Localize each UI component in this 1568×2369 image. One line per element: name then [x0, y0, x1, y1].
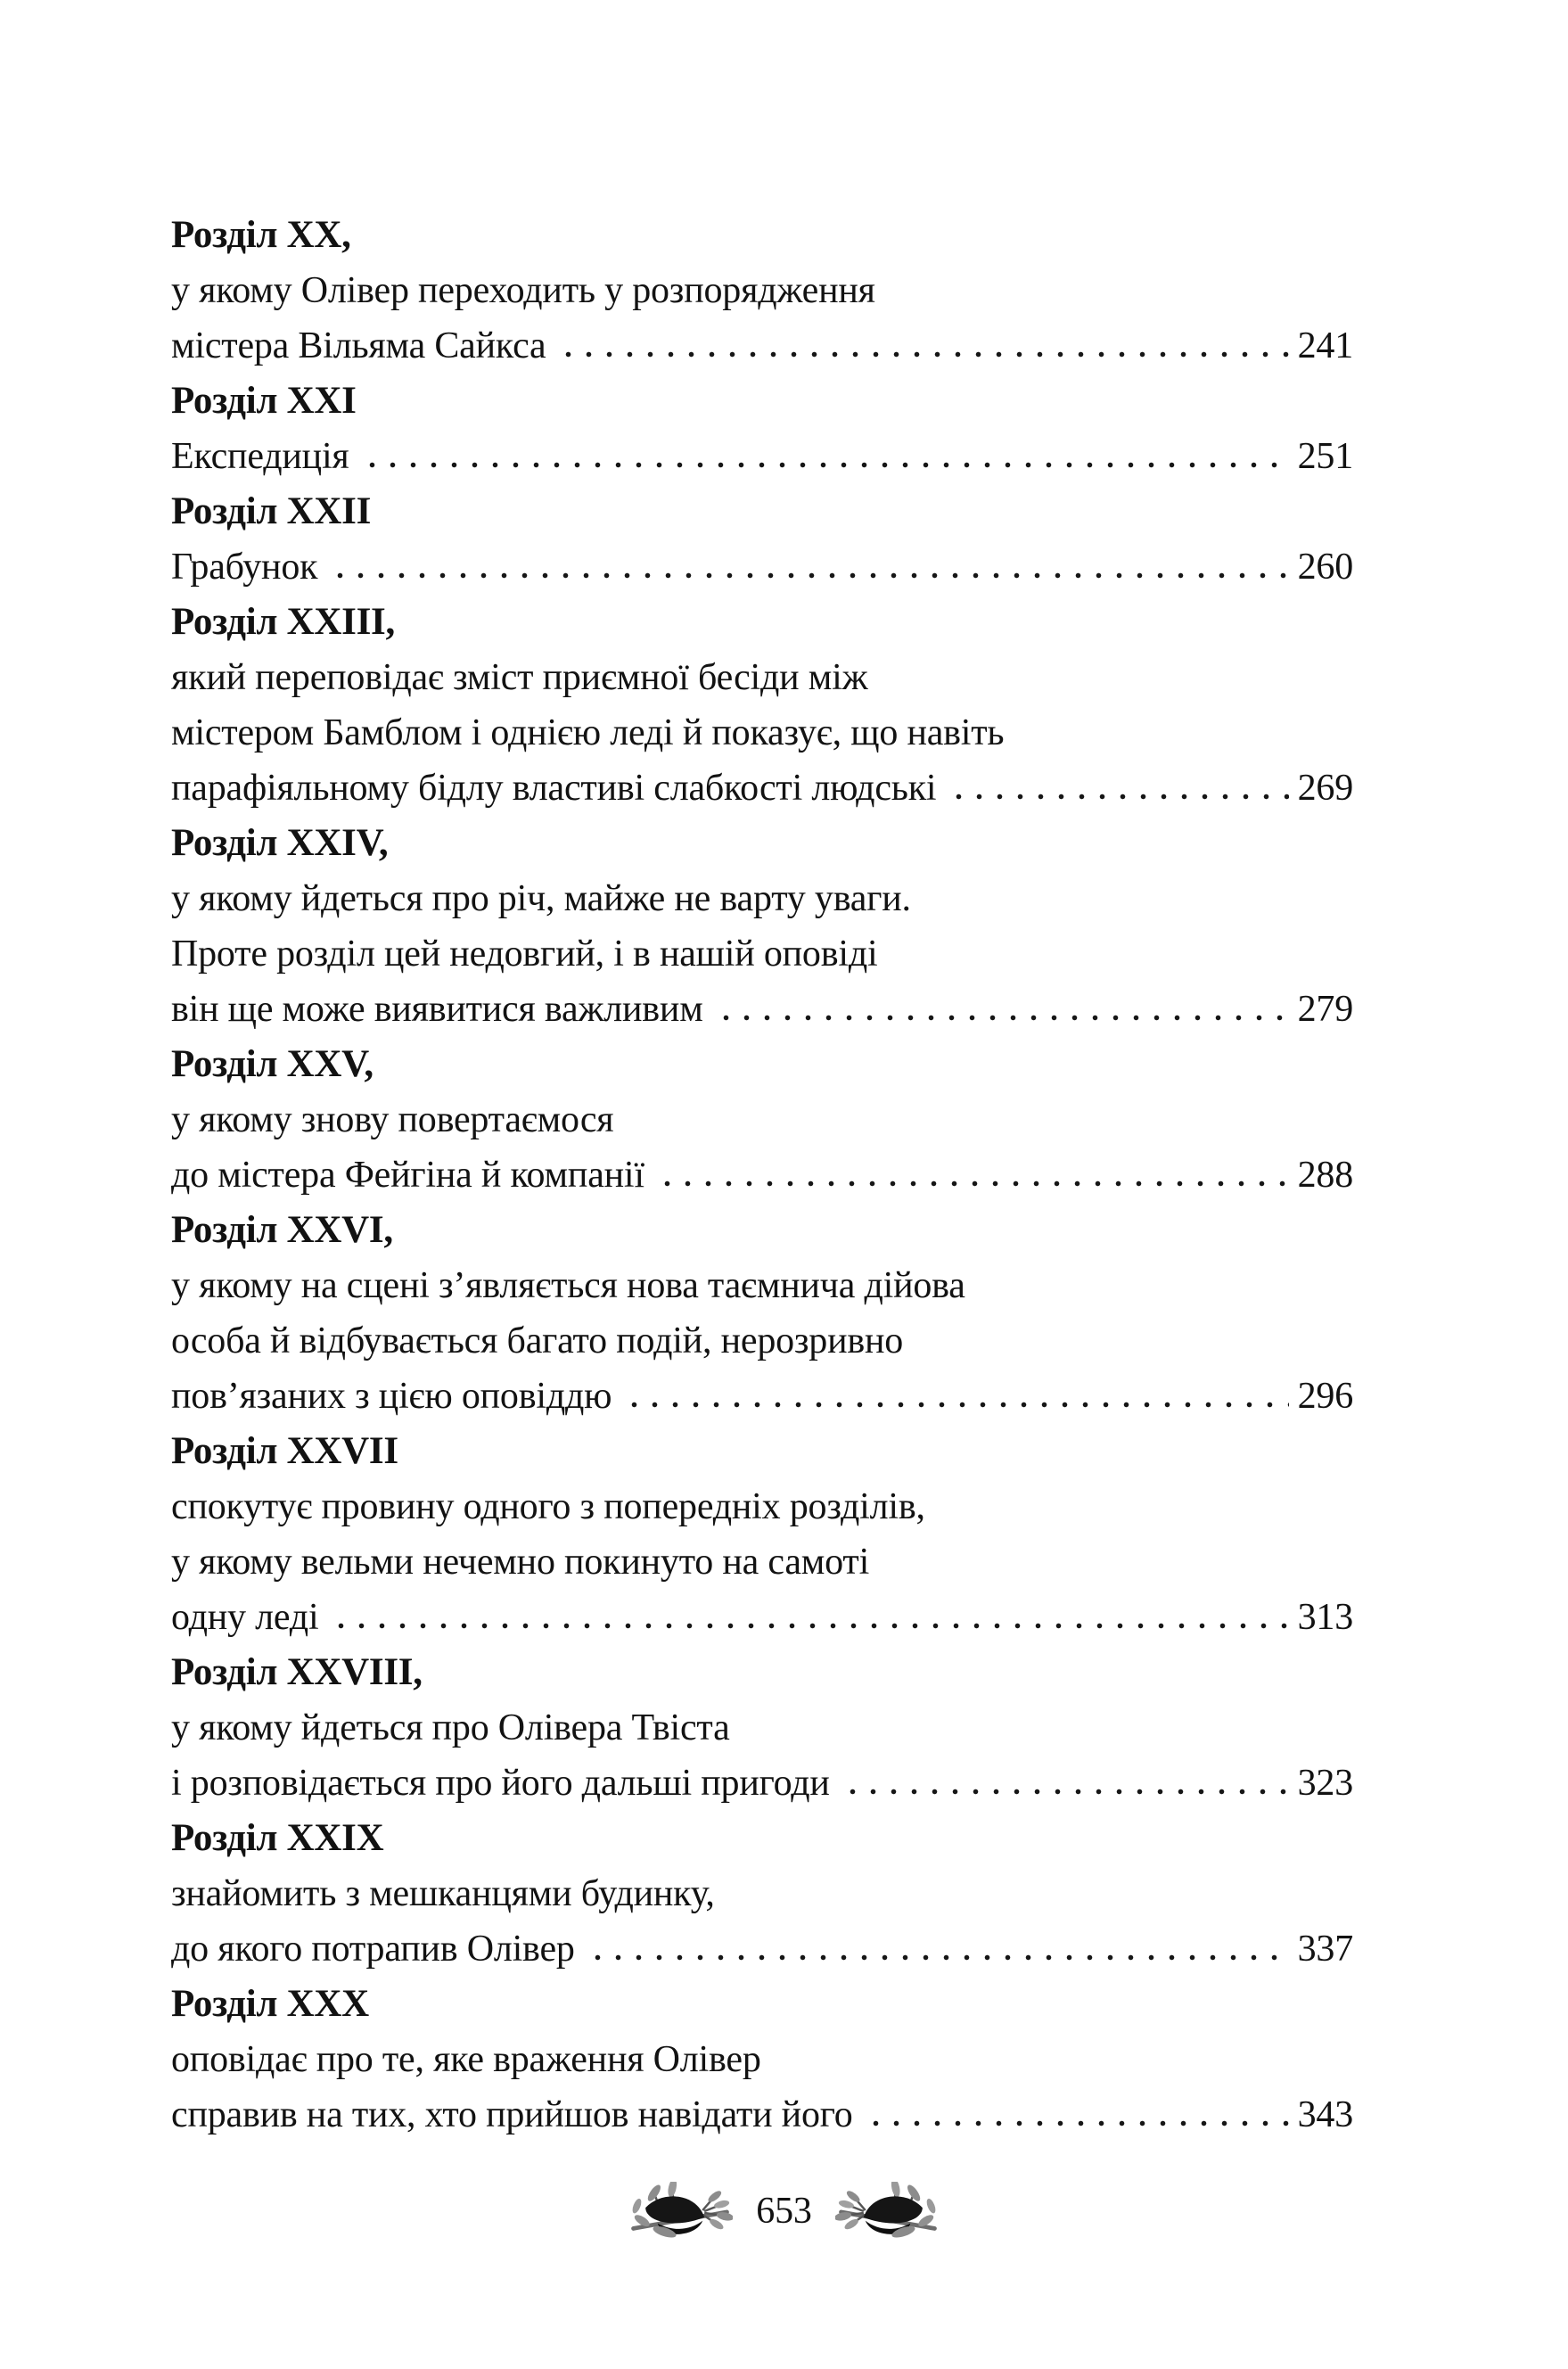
chapter-heading: Розділ XXIII, [171, 601, 395, 643]
toc-entry [171, 1645, 1353, 1811]
page-ref: 279 [1297, 989, 1353, 1030]
page-ref: 323 [1297, 1763, 1353, 1804]
chapter-subtitle-line [171, 263, 1353, 318]
toc-entry [171, 1811, 1353, 1977]
subtitle-text: який переповідає зміст приємної бесіди між [171, 657, 868, 698]
subtitle-text: у якому йдеться про Олівера Твіста [171, 1707, 730, 1748]
chapter-subtitle-line [171, 650, 1353, 705]
subtitle-text: знайомить з мешканцями будинку, [171, 1873, 715, 1914]
chapter-subtitle-line [171, 1147, 1353, 1203]
subtitle-text: у якому знову повертаємося [171, 1099, 614, 1140]
subtitle-text: одну леді [171, 1597, 319, 1638]
dot-leader [330, 572, 1288, 579]
chapter-subtitle-line [171, 1313, 1353, 1369]
chapter-subtitle-line [171, 1369, 1353, 1424]
table-of-contents [171, 208, 1353, 2143]
chapter-subtitle-line [171, 539, 1353, 595]
page-ref: 296 [1297, 1376, 1353, 1417]
chapter-subtitle-line [171, 926, 1353, 982]
toc-entry [171, 1424, 1353, 1645]
subtitle-text: справив на тих, хто прийшов навідати його [171, 2094, 853, 2135]
toc-entry [171, 208, 1353, 374]
chapter-heading: Розділ XX, [171, 214, 351, 256]
chapter-subtitle-line [171, 1921, 1353, 1977]
subtitle-text: особа й відбувається багато подій, нерозривно [171, 1320, 904, 1361]
floral-ornament-right-icon [835, 2182, 940, 2241]
subtitle-text: у якому на сцені з’являється нова таємнича дійова [171, 1265, 965, 1306]
chapter-heading: Розділ XXII [171, 490, 372, 532]
chapter-subtitle-line [171, 2032, 1353, 2087]
subtitle-text: містера Вільяма Сайкса [171, 325, 546, 366]
page-ref: 313 [1297, 1597, 1353, 1638]
subtitle-text: у якому Олівер переходить у розпорядження [171, 270, 875, 311]
chapter-heading: Розділ XXIV, [171, 822, 389, 864]
subtitle-text: до якого потрапив Олівер [171, 1929, 575, 1970]
chapter-subtitle-line [171, 1534, 1353, 1590]
toc-entry [171, 1037, 1353, 1203]
dot-leader [866, 2119, 1289, 2126]
page-ref: 269 [1297, 768, 1353, 809]
footer-page-number: 653 [756, 2191, 812, 2232]
chapter-subtitle-line [171, 318, 1353, 374]
toc-entry [171, 484, 1353, 595]
subtitle-text: оповідає про те, яке враження Олівер [171, 2039, 761, 2080]
subtitle-text: Проте розділ цей недовгий, і в нашій оповіді [171, 934, 878, 975]
page-ref: 241 [1297, 325, 1353, 366]
dot-leader [362, 461, 1289, 468]
page-ref: 337 [1297, 1929, 1353, 1970]
dot-leader [558, 350, 1288, 358]
subtitle-text: пов’язаних з цією оповіддю [171, 1376, 612, 1417]
chapter-subtitle-line [171, 761, 1353, 816]
dot-leader [716, 1014, 1289, 1021]
chapter-subtitle-line [171, 1700, 1353, 1756]
page-footer [0, 2182, 1568, 2241]
chapter-subtitle-line [171, 871, 1353, 926]
chapter-heading: Розділ XXX [171, 1983, 369, 2025]
subtitle-text: Грабунок [171, 547, 318, 588]
page-ref: 251 [1297, 436, 1353, 477]
subtitle-text: Експедиція [171, 436, 349, 477]
chapter-subtitle-line [171, 2087, 1353, 2143]
chapter-subtitle-line [171, 1590, 1353, 1645]
chapter-subtitle-line [171, 705, 1353, 761]
subtitle-text: містером Бамблом і однією леді й показує, що навіть [171, 712, 1005, 753]
chapter-heading: Розділ XXV, [171, 1043, 374, 1085]
toc-entry [171, 1203, 1353, 1424]
subtitle-text: у якому вельми нечемно покинуто на самоті [171, 1542, 870, 1583]
subtitle-text: і розповідається про його дальші пригоди [171, 1763, 830, 1804]
chapter-subtitle-line [171, 982, 1353, 1037]
subtitle-text: у якому йдеться про річ, майже не варту уваги. [171, 878, 911, 919]
subtitle-text: спокутує провину одного з попередніх розділів, [171, 1486, 925, 1527]
chapter-subtitle-line [171, 1479, 1353, 1534]
subtitle-text: парафіяльному бідлу властиві слабкості людські [171, 768, 937, 809]
chapter-heading: Розділ XXVIII, [171, 1651, 423, 1693]
page-ref: 260 [1297, 547, 1353, 588]
chapter-heading: Розділ XXIX [171, 1817, 384, 1859]
chapter-subtitle-line [171, 429, 1353, 484]
subtitle-text: до містера Фейгіна й компанії [171, 1155, 644, 1196]
toc-entry [171, 1977, 1353, 2143]
dot-leader [657, 1180, 1289, 1187]
dot-leader [624, 1401, 1288, 1408]
chapter-subtitle-line [171, 1866, 1353, 1921]
toc-entry [171, 595, 1353, 816]
chapter-subtitle-line [171, 1092, 1353, 1147]
chapter-subtitle-line [171, 1756, 1353, 1811]
toc-entry [171, 374, 1353, 484]
floral-ornament-left-icon [628, 2182, 733, 2241]
dot-leader [587, 1954, 1289, 1961]
page-ref: 343 [1297, 2094, 1353, 2135]
dot-leader [842, 1788, 1289, 1795]
dot-leader [948, 793, 1288, 800]
dot-leader [331, 1622, 1288, 1629]
chapter-heading: Розділ XXVI, [171, 1209, 393, 1251]
chapter-heading: Розділ XXVII [171, 1430, 398, 1472]
chapter-subtitle-line [171, 1258, 1353, 1313]
page-ref: 288 [1297, 1155, 1353, 1196]
toc-entry [171, 816, 1353, 1037]
chapter-heading: Розділ XXI [171, 380, 357, 422]
subtitle-text: він ще може виявитися важливим [171, 989, 703, 1030]
